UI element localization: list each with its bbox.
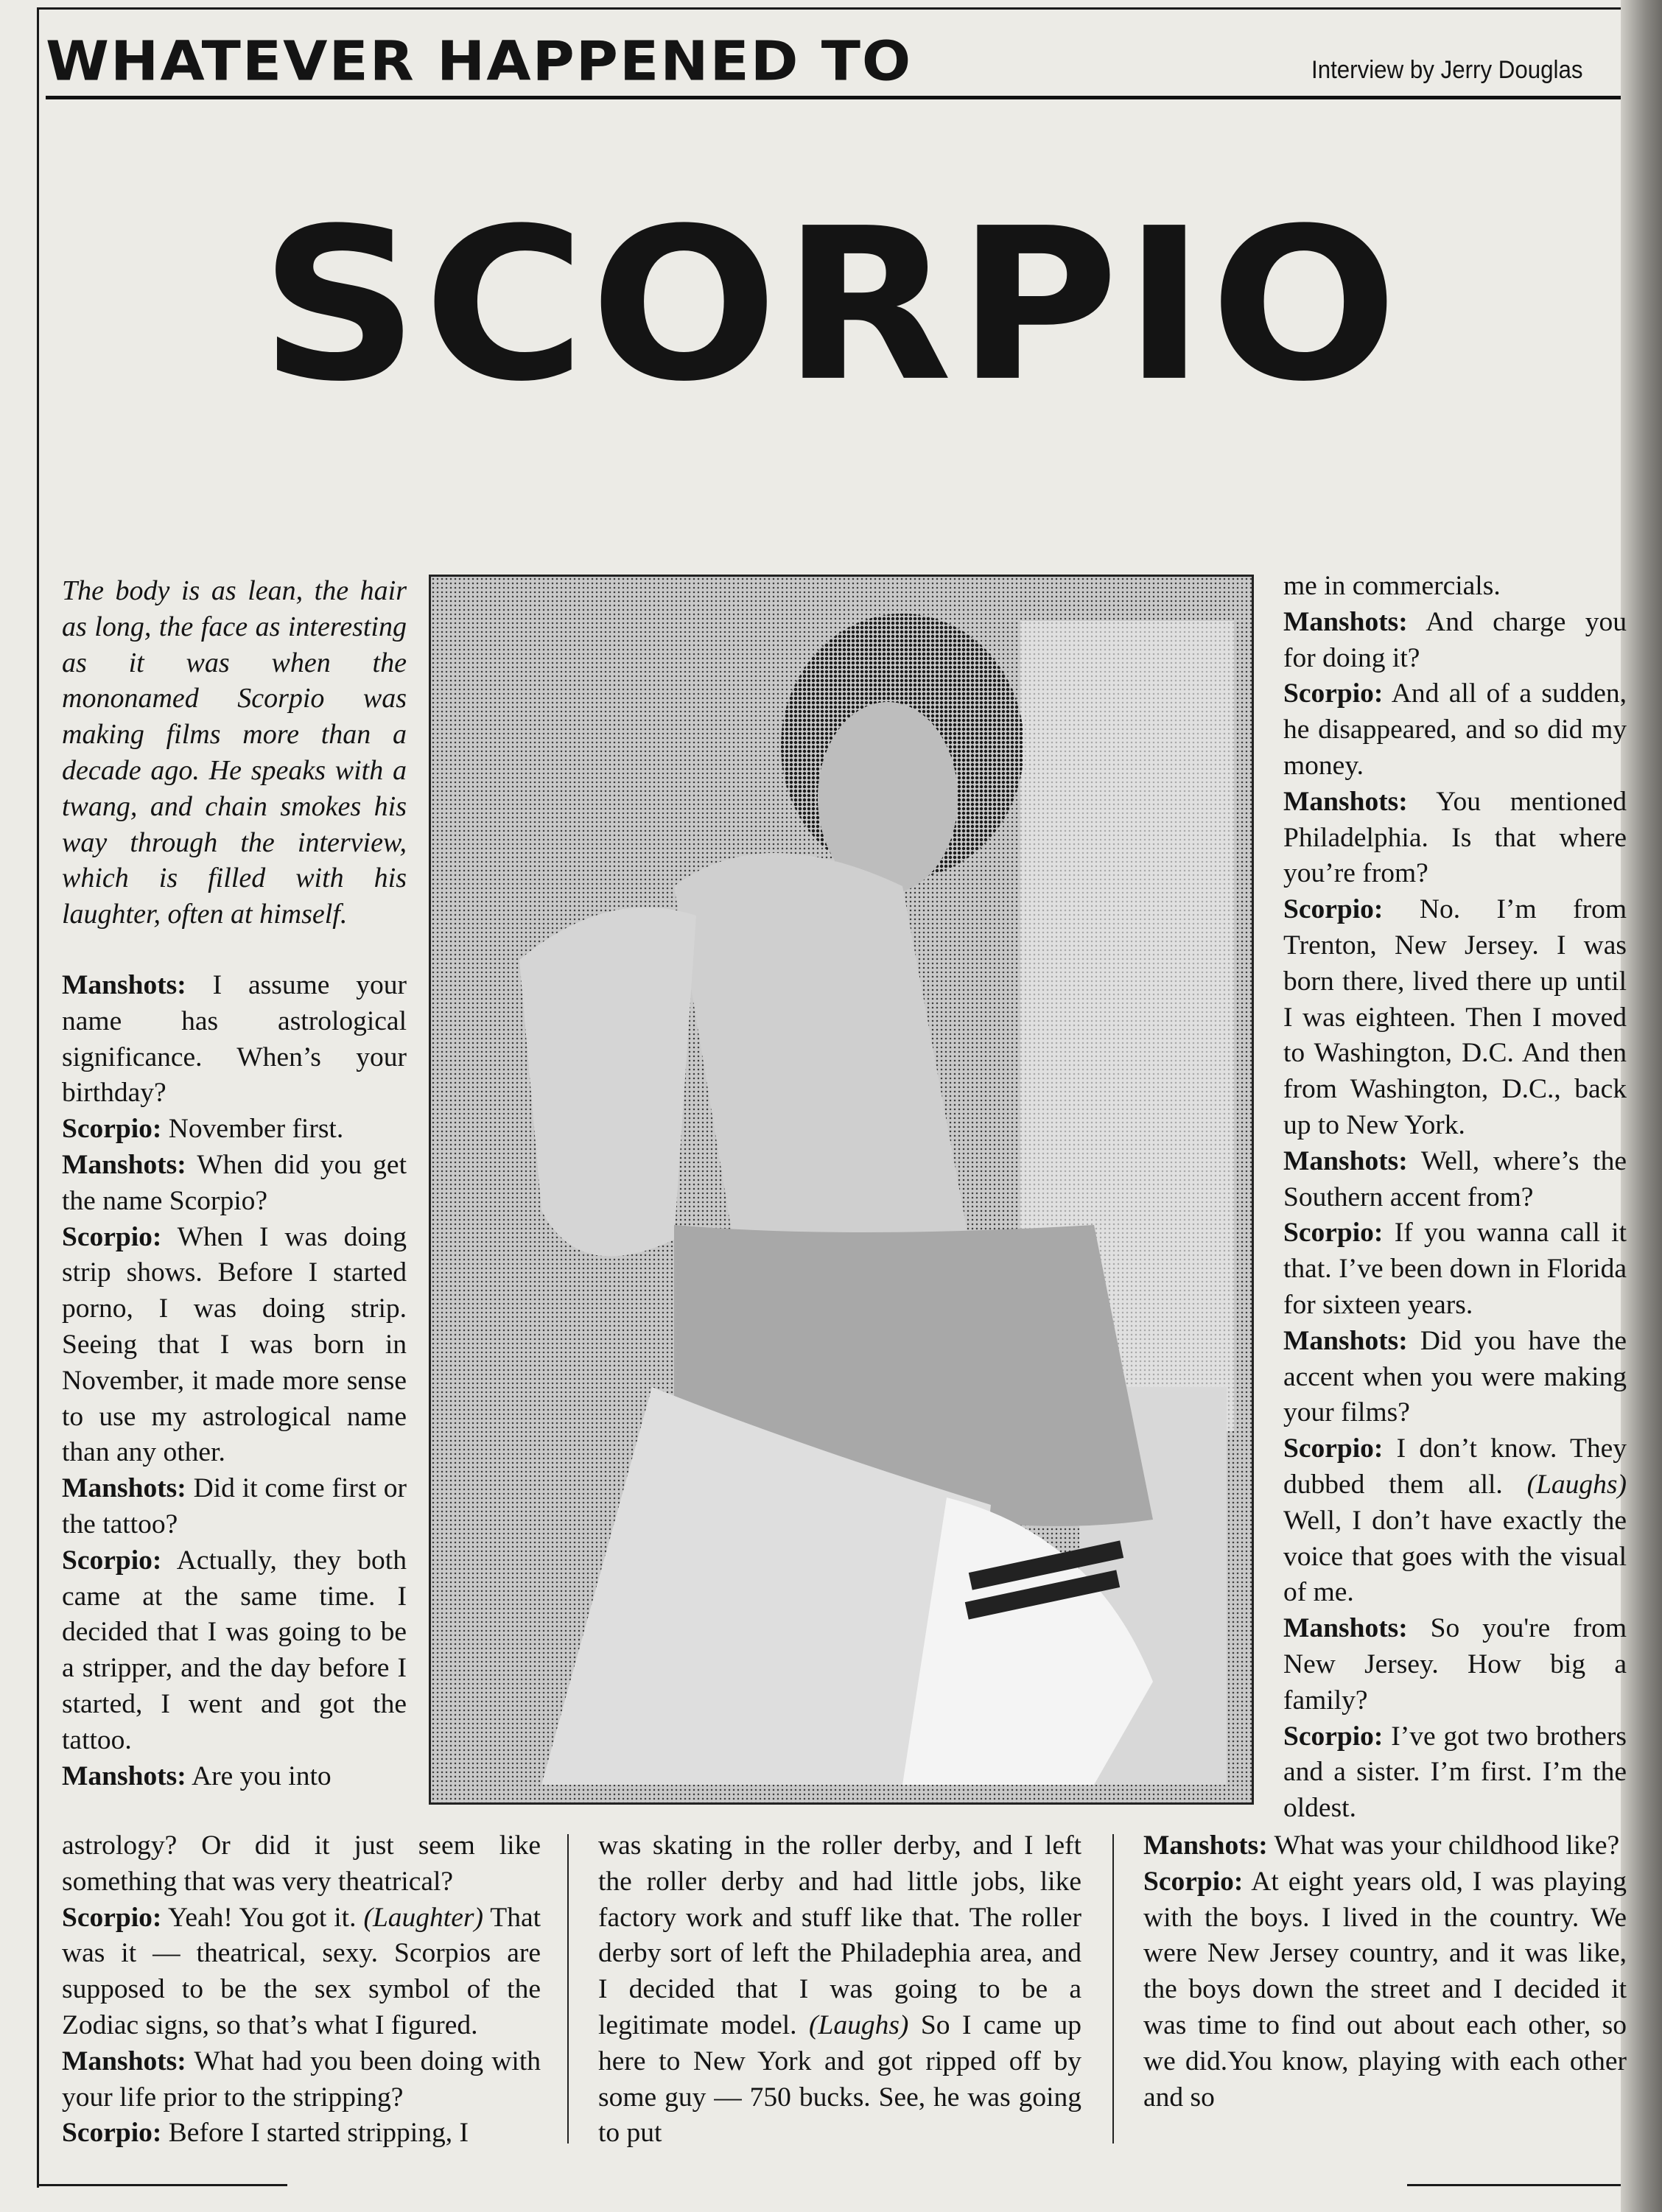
qa-item [1283, 784, 1627, 892]
speaker-label: Manshots: [62, 1149, 186, 1180]
speaker-label: Scorpio: [1283, 1721, 1384, 1752]
speaker-label: Scorpio: [1283, 1218, 1384, 1249]
qa-item [62, 1220, 407, 1472]
intro-paragraph: The body is as lean, the hair as long, the face as interesting as it was when the mononamed Scorpio was making films more than a decade ago. He speaks with a twang, and chain smokes his way through the interview, which is filled with his laughter, often at himself. [62, 575, 407, 930]
bottom-rule-left [37, 2184, 287, 2186]
column-middle [598, 1828, 1081, 2152]
qa-text: me in commercials. [1283, 571, 1501, 601]
qa-item [62, 1471, 407, 1543]
qa-text: If you wanna call it that. I’ve been down in Florida for sixteen years. [1283, 1218, 1627, 1320]
qa-item [1283, 1215, 1627, 1323]
qa-item [62, 968, 407, 1112]
column-left-lower [62, 1828, 541, 2152]
byline: Interview by Jerry Douglas [1311, 56, 1583, 84]
qa-item [1283, 1144, 1627, 1216]
qa-text: Before I started stripping, I [168, 2118, 469, 2149]
column-right-upper [1283, 569, 1627, 1827]
speaker-label: Scorpio: [62, 1902, 162, 1933]
qa-item [62, 1759, 407, 1795]
speaker-label: Scorpio: [62, 1221, 162, 1252]
qa-item [62, 2044, 541, 2116]
kicker-heading: WHATEVER HAPPENED TO [46, 30, 913, 94]
qa-text-continued: Well, I don’t have exactly the voice that goes with the visual of me. [1283, 1505, 1627, 1608]
qa-text: Did it come first or the tattoo? [62, 1473, 407, 1539]
qa-item [1283, 569, 1627, 605]
qa-text: So you're from New Jersey. How big a family? [1283, 1613, 1627, 1716]
qa-text: What was your childhood like? [1274, 1830, 1620, 1861]
speaker-label: Manshots: [1283, 1325, 1408, 1356]
qa-item [1143, 1828, 1627, 1864]
qa-item [1283, 1431, 1627, 1611]
speaker-label: Manshots: [62, 2046, 186, 2076]
column-left-upper [62, 573, 407, 1794]
qa-text: And all of a sudden, he disappeared, and so did my money. [1283, 678, 1627, 781]
speaker-label: Scorpio: [1283, 894, 1384, 925]
speaker-label: Manshots: [1143, 1830, 1268, 1861]
qa-text: Yeah! You got it. [168, 1902, 357, 1933]
column-divider [1112, 1834, 1114, 2143]
qa-item [62, 2116, 541, 2152]
speaker-label: Scorpio: [1283, 678, 1384, 709]
speaker-label: Manshots: [62, 1473, 186, 1504]
speaker-label: Scorpio: [1283, 1433, 1384, 1464]
qa-item [62, 1828, 541, 1900]
qa-item [1283, 1324, 1627, 1431]
qa-item [1283, 676, 1627, 784]
speaker-label: Manshots: [1283, 1145, 1408, 1176]
qa-text: When I was doing strip shows. Before I started porno, I was doing strip. Seeing that I was born in November, it made more sense to use my astrological name than any other. [62, 1221, 407, 1468]
qa-item [62, 1148, 407, 1220]
qa-text: You mentioned Philadelphia. Is that where you’re from? [1283, 786, 1627, 889]
qa-text: I don’t know. They dubbed them all. [1283, 1433, 1627, 1500]
speaker-label: Manshots: [62, 969, 186, 1000]
kicker-rule [46, 96, 1621, 99]
qa-text: Are you into [192, 1760, 332, 1791]
speaker-label: Scorpio: [1143, 1866, 1244, 1897]
speaker-label: Manshots: [1283, 786, 1408, 817]
column-right-lower [1143, 1828, 1627, 2116]
qa-text: I’ve got two brothers and a sister. I’m first. I’m the oldest. [1283, 1721, 1627, 1824]
photo-figure-icon [431, 577, 1252, 1802]
qa-text: At eight years old, I was playing with the boys. I lived in the country. We were New Jersey country, and it was like, the boys down the street and I decided it was time to find out about each other, so we did.You know, playing with each other and so [1143, 1866, 1627, 2113]
qa-item [1143, 1864, 1627, 2116]
speaker-label: Manshots: [62, 1760, 186, 1791]
bottom-rule-right [1407, 2184, 1621, 2186]
speaker-label: Scorpio: [62, 1114, 162, 1145]
qa-item [62, 1543, 407, 1759]
stage-direction: (Laughter) [363, 1902, 483, 1933]
qa-text: November first. [168, 1114, 344, 1145]
qa-text: What had you been doing with your life prior to the stripping? [62, 2046, 541, 2113]
top-rule [37, 7, 1628, 10]
headline-title: SCORPIO [259, 183, 1403, 428]
speaker-label: Manshots: [1283, 1613, 1408, 1644]
speaker-label: Manshots: [1283, 606, 1408, 637]
qa-item [62, 1900, 541, 2044]
qa-text: Well, where’s the Southern accent from? [1283, 1145, 1627, 1212]
qa-text: When did you get the name Scorpio? [62, 1149, 407, 1216]
speaker-label: Scorpio: [62, 2118, 162, 2149]
qa-text: was skating in the roller derby, and I left the roller derby and had little jobs, like factory work and stuff like that. The roller derby sort of left the Philadephia area, and I decided that I was going to be a legitimate model. [598, 1830, 1081, 2040]
qa-text: Actually, they both came at the same time. I decided that I was going to be a stripper, and the day before I started, I went and got the tattoo. [62, 1545, 407, 1755]
qa-text: astrology? Or did it just seem like something that was very theatrical? [62, 1830, 541, 1897]
photo-halftone [429, 575, 1254, 1805]
stage-direction: (Laughs) [809, 2009, 909, 2040]
spacer [62, 933, 407, 968]
qa-text: I assume your name has astrological significance. When’s your birthday? [62, 969, 407, 1109]
stage-direction: (Laughs) [1526, 1469, 1627, 1500]
qa-text-continued: That was it — theatrical, sexy. Scorpios are supposed to be the sex symbol of the Zodiac signs, so that’s what I figured. [62, 1902, 541, 2040]
qa-item [1283, 1719, 1627, 1827]
qa-text: And charge you for doing it? [1283, 606, 1627, 673]
speaker-label: Scorpio: [62, 1545, 162, 1576]
qa-item [1283, 1611, 1627, 1718]
qa-item [1283, 605, 1627, 677]
qa-item [1283, 892, 1627, 1144]
qa-text-continued: So I came up here to New York and got ripped off by some guy — 750 bucks. See, he was going to put [598, 2009, 1081, 2149]
qa-text: No. I’m from Trenton, New Jersey. I was born there, lived there up until I was eighteen. Then I moved to Washington, D.C. And then from Washington, D.C., back up to New York. [1283, 894, 1627, 1140]
column-divider [567, 1834, 569, 2143]
qa-text: Did you have the accent when you were making your films? [1283, 1325, 1627, 1428]
qa-item [598, 1828, 1081, 2152]
qa-item [62, 1112, 407, 1148]
